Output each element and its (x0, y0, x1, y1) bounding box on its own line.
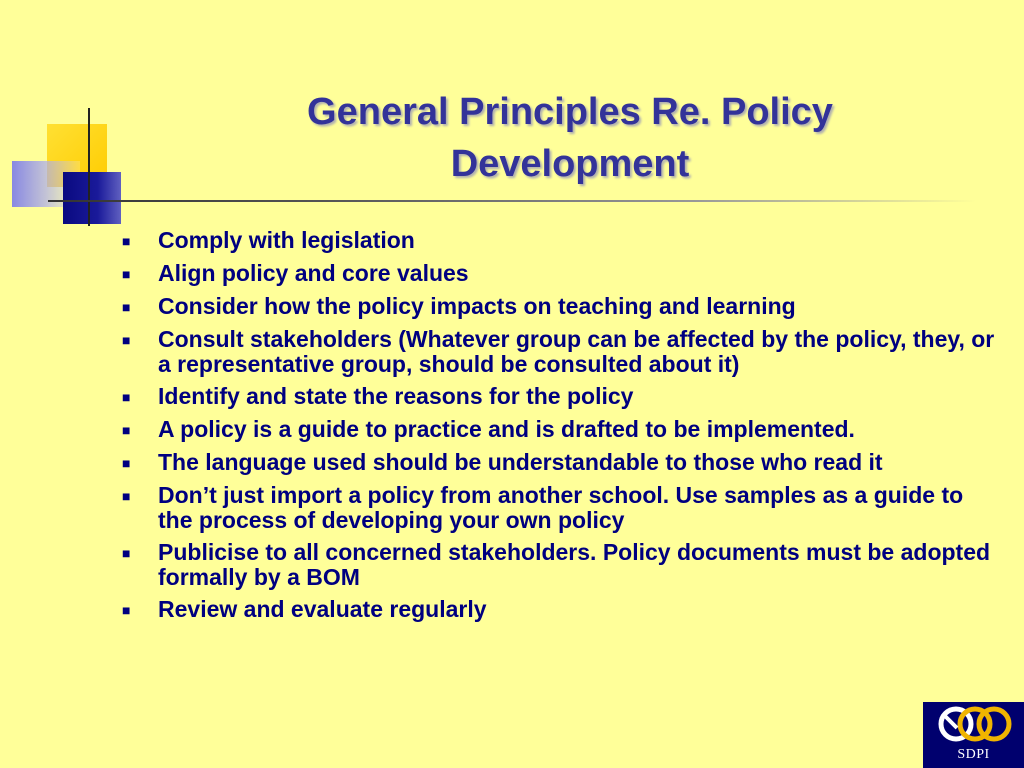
square-bullet-icon: ■ (122, 389, 131, 405)
bullet-text: A policy is a guide to practice and is drafted to be implemented. (158, 416, 855, 442)
list-item (118, 261, 998, 287)
decorative-navy-square (63, 172, 121, 224)
decorative-vertical-line (88, 108, 90, 226)
bullet-text: Identify and state the reasons for the policy (158, 383, 634, 409)
list-item (118, 483, 998, 533)
bullet-text: Publicise to all concerned stakeholders. Policy documents must be adopted formally by a BOM (158, 539, 991, 590)
list-item (118, 294, 998, 320)
square-bullet-icon: ■ (122, 545, 131, 561)
bullet-text: Comply with legislation (158, 227, 415, 253)
list-item (118, 597, 998, 623)
list-item (118, 450, 998, 476)
list-item (118, 540, 998, 590)
bullet-text: The language used should be understandable to those who read it (158, 449, 883, 475)
bullet-text: Review and evaluate regularly (158, 596, 487, 622)
slide-title (190, 86, 950, 190)
title-divider-line (48, 200, 976, 202)
list-item (118, 384, 998, 410)
sdpi-logo (923, 702, 1024, 768)
bullet-text: Consider how the policy impacts on teaching and learning (158, 293, 796, 319)
square-bullet-icon: ■ (122, 488, 131, 504)
slide-title-line-1: General Principles Re. Policy (307, 91, 833, 133)
list-item (118, 417, 998, 443)
square-bullet-icon: ■ (122, 332, 131, 348)
bullet-text: Don’t just import a policy from another school. Use samples as a guide to the process of developing your own policy (158, 482, 964, 533)
square-bullet-icon: ■ (122, 422, 131, 438)
list-item (118, 327, 998, 377)
logo-label: SDPI (957, 747, 990, 762)
bullet-text: Consult stakeholders (Whatever group can be affected by the policy, they, or a representative group, should be consulted about it) (158, 326, 995, 377)
bullet-list (118, 228, 998, 630)
square-bullet-icon: ■ (122, 602, 131, 618)
square-bullet-icon: ■ (122, 299, 131, 315)
bullet-text: Align policy and core values (158, 260, 469, 286)
square-bullet-icon: ■ (122, 266, 131, 282)
square-bullet-icon: ■ (122, 455, 131, 471)
square-bullet-icon: ■ (122, 233, 131, 249)
list-item (118, 228, 998, 254)
interlocking-rings-icon (923, 702, 1024, 750)
slide-title-line-2: Development (450, 143, 690, 185)
